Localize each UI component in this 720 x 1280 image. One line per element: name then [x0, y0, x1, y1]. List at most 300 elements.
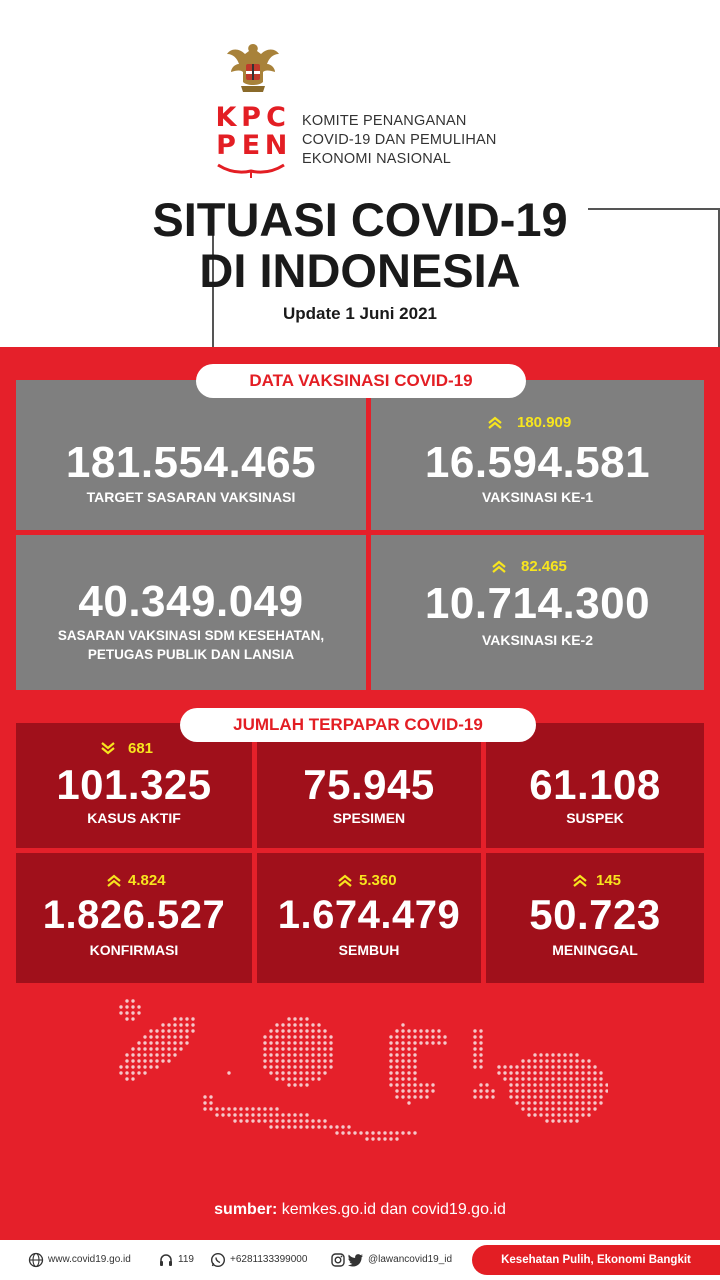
map-dot — [323, 1059, 326, 1062]
map-dot — [473, 1035, 476, 1038]
map-dot — [179, 1035, 182, 1038]
map-dot — [527, 1065, 530, 1068]
map-dot — [131, 1005, 134, 1008]
map-dot — [413, 1059, 416, 1062]
map-dot — [581, 1107, 584, 1110]
map-dot — [587, 1071, 590, 1074]
map-dot — [119, 1005, 122, 1008]
map-dot — [551, 1059, 554, 1062]
map-dot — [149, 1035, 152, 1038]
map-dot — [275, 1059, 278, 1062]
map-dot — [587, 1059, 590, 1062]
map-dot — [413, 1077, 416, 1080]
map-dot — [587, 1101, 590, 1104]
map-dot — [293, 1083, 296, 1086]
map-dot — [407, 1089, 410, 1092]
map-dot — [233, 1119, 236, 1122]
map-dot — [491, 1095, 494, 1098]
map-dot — [401, 1035, 404, 1038]
map-dot — [389, 1065, 392, 1068]
map-dot — [569, 1095, 572, 1098]
map-dot — [299, 1047, 302, 1050]
map-dot — [563, 1083, 566, 1086]
map-dot — [599, 1095, 602, 1098]
map-dot — [263, 1035, 266, 1038]
source-prefix: sumber: — [214, 1201, 278, 1218]
delta-value: 145 — [596, 872, 622, 889]
delta-value: 4.824 — [128, 872, 166, 889]
double-chevron-up-icon — [572, 874, 588, 888]
map-dot — [329, 1125, 332, 1128]
map-dot — [149, 1053, 152, 1056]
map-dot — [479, 1035, 482, 1038]
map-dot — [431, 1035, 434, 1038]
map-dot — [425, 1041, 428, 1044]
map-dot — [545, 1077, 548, 1080]
map-dot — [305, 1023, 308, 1026]
map-dot — [521, 1059, 524, 1062]
map-dot — [167, 1053, 170, 1056]
map-dot — [179, 1017, 182, 1020]
map-dot — [527, 1083, 530, 1086]
map-dot — [539, 1071, 542, 1074]
map-dot — [323, 1065, 326, 1068]
map-dot — [425, 1029, 428, 1032]
map-dot — [551, 1065, 554, 1068]
map-dot — [287, 1077, 290, 1080]
double-chevron-down-icon — [100, 741, 116, 755]
map-dot — [323, 1035, 326, 1038]
map-dot — [521, 1071, 524, 1074]
map-dot — [551, 1101, 554, 1104]
map-dot — [419, 1041, 422, 1044]
map-dot — [551, 1071, 554, 1074]
map-dot — [509, 1077, 512, 1080]
map-dot — [287, 1125, 290, 1128]
map-dot — [527, 1107, 530, 1110]
double-chevron-up-icon — [487, 416, 503, 430]
org-line: COVID-19 DAN PEMULIHAN — [302, 132, 497, 148]
map-dot — [149, 1029, 152, 1032]
map-dot — [149, 1041, 152, 1044]
map-dot — [185, 1017, 188, 1020]
map-dot — [569, 1113, 572, 1116]
map-dot — [581, 1059, 584, 1062]
map-dot — [203, 1107, 206, 1110]
website-link[interactable]: www.covid19.go.id — [48, 1254, 131, 1265]
map-dot — [407, 1059, 410, 1062]
map-dot — [137, 1041, 140, 1044]
map-dot — [323, 1071, 326, 1074]
map-dot — [179, 1023, 182, 1026]
map-dot — [473, 1059, 476, 1062]
map-dot — [407, 1047, 410, 1050]
map-dot — [557, 1089, 560, 1092]
map-dot — [593, 1101, 596, 1104]
map-dot — [545, 1053, 548, 1056]
map-dot — [539, 1089, 542, 1092]
map-dot — [275, 1029, 278, 1032]
whatsapp-number[interactable]: +6281133399000 — [230, 1254, 308, 1265]
map-dot — [245, 1107, 248, 1110]
map-dot — [395, 1059, 398, 1062]
map-dot — [263, 1119, 266, 1122]
map-dot — [323, 1041, 326, 1044]
map-dot — [551, 1083, 554, 1086]
map-dot — [569, 1101, 572, 1104]
map-dot — [317, 1029, 320, 1032]
map-dot — [395, 1089, 398, 1092]
map-dot — [245, 1113, 248, 1116]
map-dot — [575, 1077, 578, 1080]
map-dot — [269, 1029, 272, 1032]
map-dot — [173, 1029, 176, 1032]
map-dot — [599, 1077, 602, 1080]
map-dot — [251, 1107, 254, 1110]
map-dot — [527, 1059, 530, 1062]
map-dot — [383, 1131, 386, 1134]
map-dot — [407, 1083, 410, 1086]
map-dot — [305, 1047, 308, 1050]
map-dot — [431, 1029, 434, 1032]
stat-label: SUSPEK — [566, 810, 624, 826]
map-dot — [323, 1053, 326, 1056]
map-dot — [599, 1101, 602, 1104]
map-dot — [341, 1131, 344, 1134]
map-dot — [341, 1125, 344, 1128]
map-dot — [275, 1125, 278, 1128]
map-dot — [557, 1107, 560, 1110]
map-dot — [569, 1059, 572, 1062]
org-line: EKONOMI NASIONAL — [302, 151, 452, 167]
map-dot — [515, 1065, 518, 1068]
map-dot — [119, 1065, 122, 1068]
map-dot — [401, 1131, 404, 1134]
map-dot — [575, 1113, 578, 1116]
map-dot — [347, 1131, 350, 1134]
map-dot — [317, 1047, 320, 1050]
map-dot — [155, 1029, 158, 1032]
map-dot — [401, 1095, 404, 1098]
map-dot — [293, 1029, 296, 1032]
map-dot — [557, 1083, 560, 1086]
map-dot — [215, 1113, 218, 1116]
map-dot — [443, 1041, 446, 1044]
map-dot — [173, 1035, 176, 1038]
vaccine-dose1-card — [371, 380, 704, 530]
map-dot — [269, 1059, 272, 1062]
delta-value: 82.465 — [521, 558, 567, 575]
map-dot — [569, 1119, 572, 1122]
org-name — [302, 112, 562, 169]
map-dot — [479, 1053, 482, 1056]
map-dot — [161, 1053, 164, 1056]
map-dot — [119, 1071, 122, 1074]
map-dot — [275, 1053, 278, 1056]
map-dot — [161, 1041, 164, 1044]
map-dot — [563, 1119, 566, 1122]
map-dot — [407, 1053, 410, 1056]
map-dot — [527, 1101, 530, 1104]
map-dot — [587, 1083, 590, 1086]
map-dot — [575, 1083, 578, 1086]
map-dot — [143, 1059, 146, 1062]
map-dot — [593, 1077, 596, 1080]
map-dot — [473, 1053, 476, 1056]
stat-label: KONFIRMASI — [89, 942, 179, 958]
map-dot — [545, 1101, 548, 1104]
map-dot — [209, 1095, 212, 1098]
map-dot — [389, 1131, 392, 1134]
map-dot — [287, 1041, 290, 1044]
map-dot — [173, 1053, 176, 1056]
map-dot — [557, 1119, 560, 1122]
map-dot — [389, 1083, 392, 1086]
map-dot — [305, 1083, 308, 1086]
map-dot — [269, 1047, 272, 1050]
map-dot — [275, 1047, 278, 1050]
stat-value: 181.554.465 — [65, 438, 317, 487]
map-dot — [587, 1089, 590, 1092]
map-dot — [305, 1125, 308, 1128]
map-dot — [413, 1089, 416, 1092]
map-dot — [527, 1113, 530, 1116]
map-dot — [317, 1023, 320, 1026]
map-dot — [281, 1077, 284, 1080]
map-dot — [143, 1065, 146, 1068]
map-dot — [143, 1047, 146, 1050]
map-dot — [311, 1077, 314, 1080]
map-dot — [563, 1065, 566, 1068]
map-dot — [599, 1089, 602, 1092]
map-dot — [581, 1101, 584, 1104]
headset-icon — [158, 1252, 174, 1268]
map-dot — [293, 1119, 296, 1122]
map-dot — [161, 1047, 164, 1050]
map-dot — [269, 1065, 272, 1068]
map-dot — [551, 1053, 554, 1056]
map-dot — [137, 1047, 140, 1050]
map-dot — [575, 1107, 578, 1110]
map-dot — [299, 1125, 302, 1128]
map-dot — [563, 1059, 566, 1062]
map-dot — [317, 1053, 320, 1056]
map-dot — [419, 1095, 422, 1098]
map-dot — [563, 1077, 566, 1080]
map-dot — [263, 1107, 266, 1110]
map-dot — [557, 1095, 560, 1098]
map-dot — [569, 1053, 572, 1056]
map-dot — [227, 1071, 230, 1074]
map-dot — [221, 1107, 224, 1110]
map-dot — [575, 1059, 578, 1062]
map-dot — [593, 1071, 596, 1074]
map-dot — [521, 1101, 524, 1104]
page-title: DI INDONESIA — [199, 244, 521, 297]
map-dot — [551, 1113, 554, 1116]
map-dot — [569, 1107, 572, 1110]
map-dot — [587, 1107, 590, 1110]
map-dot — [167, 1041, 170, 1044]
map-dot — [545, 1089, 548, 1092]
map-dot — [407, 1029, 410, 1032]
map-dot — [515, 1101, 518, 1104]
map-dot — [395, 1065, 398, 1068]
map-dot — [545, 1095, 548, 1098]
map-dot — [419, 1083, 422, 1086]
map-dot — [281, 1059, 284, 1062]
map-dot — [323, 1047, 326, 1050]
map-dot — [473, 1089, 476, 1092]
map-dot — [293, 1125, 296, 1128]
map-dot — [395, 1131, 398, 1134]
map-dot — [251, 1113, 254, 1116]
map-dot — [557, 1113, 560, 1116]
map-dot — [215, 1107, 218, 1110]
map-dot — [419, 1029, 422, 1032]
map-dot — [575, 1071, 578, 1074]
map-dot — [299, 1059, 302, 1062]
social-handle[interactable]: @lawancovid19_id — [368, 1254, 453, 1265]
delta-value: 5.360 — [359, 872, 397, 889]
map-dot — [425, 1083, 428, 1086]
map-dot — [563, 1113, 566, 1116]
map-dot — [503, 1077, 506, 1080]
map-dot — [293, 1047, 296, 1050]
map-dot — [581, 1095, 584, 1098]
map-dot — [569, 1083, 572, 1086]
map-dot — [293, 1053, 296, 1056]
map-dot — [185, 1029, 188, 1032]
map-dot — [143, 1041, 146, 1044]
stat-value: 16.594.581 — [424, 438, 651, 487]
map-dot — [581, 1071, 584, 1074]
hotline-number[interactable]: 119 — [178, 1254, 194, 1265]
map-dot — [131, 1077, 134, 1080]
map-dot — [563, 1107, 566, 1110]
map-dot — [119, 1011, 122, 1014]
map-dot — [545, 1119, 548, 1122]
map-dot — [251, 1119, 254, 1122]
map-dot — [299, 1077, 302, 1080]
map-dot — [137, 1071, 140, 1074]
map-dot — [413, 1041, 416, 1044]
map-dot — [269, 1041, 272, 1044]
map-dot — [473, 1065, 476, 1068]
map-dot — [401, 1059, 404, 1062]
map-dot — [389, 1077, 392, 1080]
map-dot — [167, 1023, 170, 1026]
map-dot — [353, 1131, 356, 1134]
map-dot — [407, 1077, 410, 1080]
map-dot — [533, 1107, 536, 1110]
map-dot — [401, 1065, 404, 1068]
map-dot — [473, 1095, 476, 1098]
map-dot — [431, 1089, 434, 1092]
map-dot — [311, 1029, 314, 1032]
map-dot — [359, 1131, 362, 1134]
vaccine-sdm-card — [16, 535, 366, 690]
map-dot — [407, 1101, 410, 1104]
map-dot — [593, 1095, 596, 1098]
map-dot — [281, 1071, 284, 1074]
map-dot — [581, 1083, 584, 1086]
map-dot — [299, 1053, 302, 1056]
map-dot — [131, 1071, 134, 1074]
map-dot — [557, 1101, 560, 1104]
map-dot — [515, 1089, 518, 1092]
map-dot — [533, 1053, 536, 1056]
map-dot — [305, 1119, 308, 1122]
map-dot — [293, 1041, 296, 1044]
map-dot — [437, 1035, 440, 1038]
map-dot — [263, 1059, 266, 1062]
map-dot — [281, 1065, 284, 1068]
map-dot — [485, 1095, 488, 1098]
map-dot — [311, 1071, 314, 1074]
map-dot — [137, 1059, 140, 1062]
map-dot — [281, 1053, 284, 1056]
map-dot — [545, 1059, 548, 1062]
map-dot — [281, 1125, 284, 1128]
map-dot — [527, 1089, 530, 1092]
map-dot — [407, 1131, 410, 1134]
map-dot — [521, 1107, 524, 1110]
map-dot — [281, 1047, 284, 1050]
map-dot — [287, 1065, 290, 1068]
map-dot — [389, 1041, 392, 1044]
map-dot — [161, 1029, 164, 1032]
logo-letter: C — [266, 102, 286, 133]
map-dot — [305, 1077, 308, 1080]
map-dot — [533, 1089, 536, 1092]
map-dot — [551, 1089, 554, 1092]
map-dot — [563, 1101, 566, 1104]
map-dot — [407, 1065, 410, 1068]
map-dot — [329, 1041, 332, 1044]
map-dot — [125, 999, 128, 1002]
map-dot — [281, 1035, 284, 1038]
twitter-icon — [348, 1252, 364, 1268]
map-dot — [311, 1065, 314, 1068]
map-dot — [479, 1047, 482, 1050]
map-dot — [281, 1113, 284, 1116]
map-dot — [311, 1023, 314, 1026]
section-heading-vaccination: DATA VAKSINASI COVID-19 — [196, 364, 526, 398]
map-dot — [551, 1107, 554, 1110]
garuda-emblem — [225, 40, 281, 96]
map-dot — [245, 1119, 248, 1122]
map-dot — [329, 1059, 332, 1062]
logo-letter: P — [241, 102, 261, 133]
stat-value: 10.714.300 — [424, 579, 651, 628]
map-dot — [269, 1053, 272, 1056]
map-dot — [485, 1089, 488, 1092]
map-dot — [593, 1107, 596, 1110]
map-dot — [323, 1119, 326, 1122]
map-dot — [575, 1089, 578, 1092]
map-dot — [479, 1083, 482, 1086]
map-dot — [539, 1059, 542, 1062]
map-dot — [131, 1065, 134, 1068]
map-dot — [269, 1125, 272, 1128]
map-dot — [179, 1029, 182, 1032]
source-line — [0, 1201, 720, 1219]
map-dot — [401, 1047, 404, 1050]
map-dot — [263, 1113, 266, 1116]
map-dot — [395, 1047, 398, 1050]
map-dot — [557, 1059, 560, 1062]
